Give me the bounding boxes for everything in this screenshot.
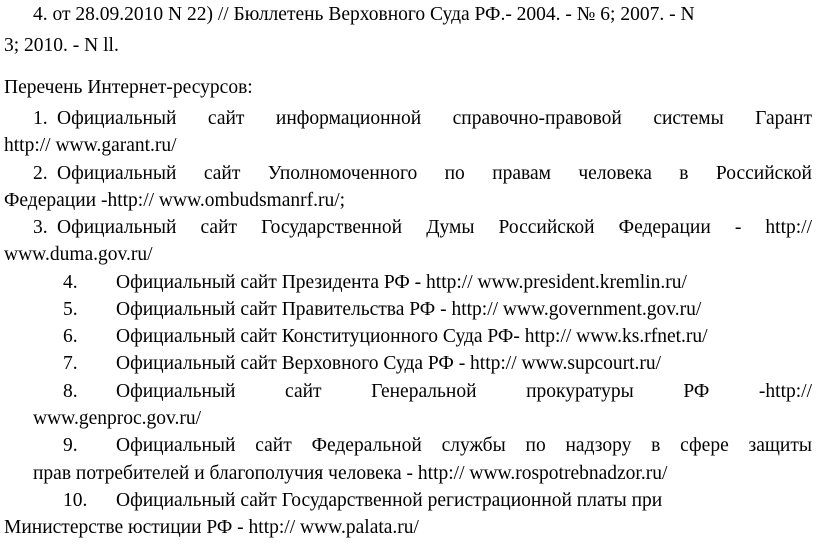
list-item-text: Федерации -http:// www.ombudsmanrf.ru/;	[4, 190, 346, 211]
list-item-text: Официальный сайт Правительства РФ - http:// www.government.gov.ru/	[116, 299, 702, 320]
list-item-number: 3.	[33, 217, 48, 238]
list-item-number: 10.	[63, 490, 88, 511]
list-item-text: Официальный сайт Уполномоченного по правам человека в Российской	[57, 163, 812, 184]
list-item-number: 5.	[63, 299, 78, 320]
list-item-text: www.duma.gov.ru/	[4, 244, 153, 265]
list-item-number: 1.	[33, 108, 48, 129]
list-item-text: Официальный сайт Генеральной прокуратуры РФ -http://	[116, 381, 812, 402]
list-item-text: Официальный сайт информационной справочно-правовой системы Гарант	[57, 108, 812, 129]
list-item-text: прав потребителей и благополучия человека - http:// www.rospotrebnadzor.ru/	[33, 463, 668, 484]
list-item-number: 8.	[63, 381, 78, 402]
list-item-text: Официальный сайт Президента РФ - http:// www.president.kremlin.ru/	[116, 272, 687, 293]
list-item-text: Официальный сайт Государственной Думы Российской Федерации - http://	[57, 217, 812, 238]
list-item-number: 7.	[63, 353, 78, 374]
section-heading: Перечень Интернет-ресурсов:	[4, 77, 253, 98]
list-item-text: www.genproc.gov.ru/	[33, 408, 202, 429]
list-item-text: Официальный сайт Верховного Суда РФ - http:// www.supcourt.ru/	[116, 353, 662, 374]
list-item-number: 9.	[63, 435, 78, 456]
list-item-text: http:// www.garant.ru/	[4, 135, 177, 156]
doc-text-line: 3; 2010. - N ll.	[4, 35, 119, 56]
list-item-text: Официальный сайт Государственной регистрационной платы при	[116, 490, 663, 511]
list-item-number: 4.	[63, 272, 78, 293]
list-item-number: 6.	[63, 326, 78, 347]
list-item-text: Министерстве юстиции РФ - http:// www.palata.ru/	[4, 517, 419, 538]
list-item-number: 2.	[33, 163, 48, 184]
list-item-text: Официальный сайт Конституционного Суда РФ- http:// www.ks.rfnet.ru/	[116, 326, 708, 347]
list-item-text: Официальный сайт Федеральной службы по надзору в сфере защиты	[116, 435, 812, 456]
doc-text-line: 4. от 28.09.2010 N 22) // Бюллетень Верховного Суда РФ.- 2004. - № 6; 2007. - N	[33, 4, 695, 25]
